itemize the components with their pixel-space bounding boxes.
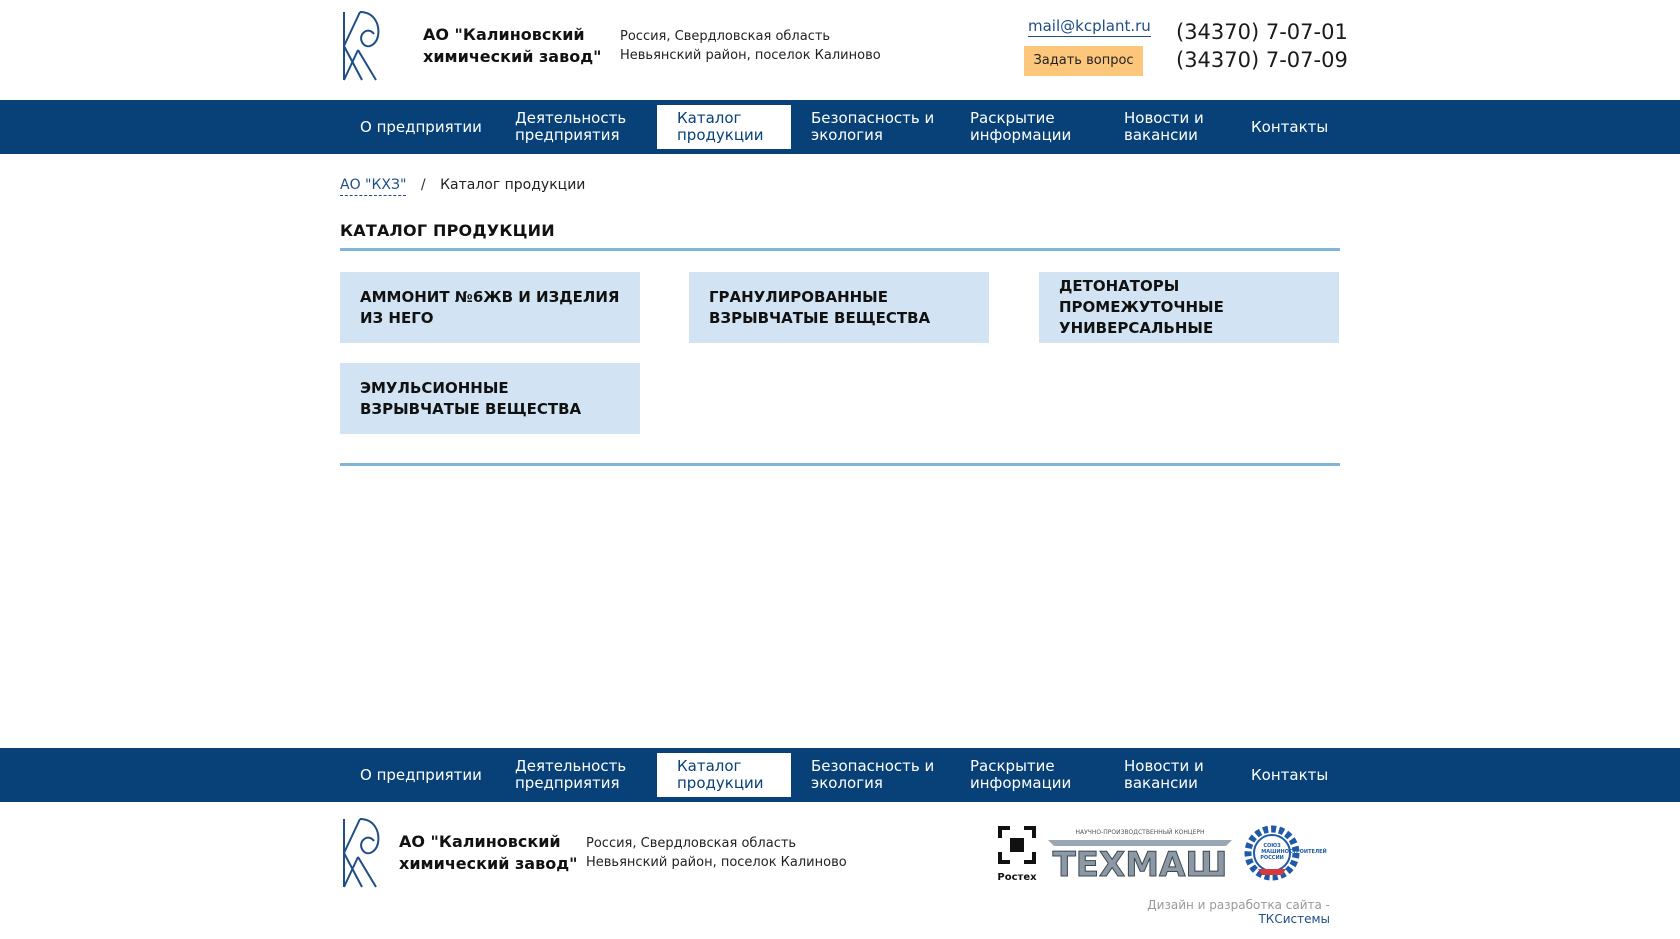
credits-text: Дизайн и разработка сайта -	[1147, 898, 1330, 912]
site-header	[0, 0, 1680, 100]
nav-item-contacts[interactable]: Контакты	[1251, 117, 1329, 136]
divider	[340, 463, 1340, 466]
phone-numbers	[1176, 18, 1348, 74]
divider	[340, 248, 1340, 251]
main-nav-inner	[340, 100, 1340, 154]
footer-address	[586, 834, 847, 872]
rostec-logo-icon[interactable]	[994, 822, 1040, 884]
address-line: Невьянский район, поселок Калиново	[586, 855, 847, 870]
nav-item-safety[interactable]: Безопасность и экология	[811, 109, 935, 144]
nav-item-disclosure[interactable]: Раскрытие информации	[970, 109, 1072, 144]
catalog-item-detonators[interactable]: ДЕТОНАТОРЫ ПРОМЕЖУТОЧНЫЕ УНИВЕРСАЛЬНЫЕ	[1039, 272, 1339, 343]
footer-nav-item-activity[interactable]: Деятельность предприятия	[515, 757, 627, 792]
main-nav	[0, 100, 1680, 154]
soyuz-label-1: СОЮЗ	[1263, 843, 1281, 849]
breadcrumb-separator: /	[420, 177, 426, 193]
nav-item-activity[interactable]: Деятельность предприятия	[515, 109, 627, 144]
company-name: АО "Калиновский химический завод"	[423, 25, 602, 66]
email-link[interactable]: mail@kcplant.ru	[1028, 17, 1151, 35]
footer-nav-item-about[interactable]: О предприятии	[360, 765, 482, 784]
phone-number: (34370) 7-07-01	[1176, 20, 1348, 44]
nav-item-about[interactable]: О предприятии	[360, 117, 482, 136]
soyuz-label-3: РОССИИ	[1260, 855, 1284, 861]
tehmash-logo-icon[interactable]	[1046, 826, 1234, 882]
footer-nav-item-catalog[interactable]: Каталог продукции	[657, 753, 791, 797]
breadcrumb-current: Каталог продукции	[440, 177, 586, 193]
company-address	[620, 27, 881, 65]
footer-nav-item-contacts[interactable]: Контакты	[1251, 765, 1329, 784]
footer-nav-item-safety[interactable]: Безопасность и экология	[811, 757, 935, 792]
breadcrumb	[340, 177, 585, 193]
address-line: Невьянский район, поселок Калиново	[620, 48, 881, 63]
soyuz-gear-icon[interactable]	[1242, 823, 1332, 883]
footer-nav-item-disclosure[interactable]: Раскрытие информации	[970, 757, 1072, 792]
credits-link[interactable]: ТКСистемы	[1258, 912, 1330, 926]
catalog-item-ammonit[interactable]: АММОНИТ №6ЖВ И ИЗДЕЛИЯ ИЗ НЕГО	[340, 272, 640, 343]
footer-company-name: АО "Калиновский химический завод"	[399, 832, 578, 873]
catalog-item-granulated[interactable]: ГРАНУЛИРОВАННЫЕ ВЗРЫВЧАТЫЕ ВЕЩЕСТВА	[689, 272, 989, 343]
site-credits	[1100, 898, 1330, 926]
footer-logo-icon[interactable]	[340, 817, 380, 889]
nav-item-news[interactable]: Новости и вакансии	[1124, 109, 1204, 144]
tehmash-subtitle: НАУЧНО-ПРОИЗВОДСТВЕННЫЙ КОНЦЕРН	[1075, 829, 1205, 836]
address-line: Россия, Свердловская область	[620, 29, 831, 44]
rostec-label: Ростех	[997, 872, 1037, 883]
ask-question-button[interactable]: Задать вопрос	[1024, 46, 1143, 76]
breadcrumb-home-link[interactable]: АО "КХЗ"	[340, 177, 406, 196]
phone-number: (34370) 7-07-09	[1176, 48, 1348, 72]
soyuz-label-2: МАШИНОСТРОИТЕЛЕЙ	[1261, 849, 1327, 855]
nav-item-catalog[interactable]: Каталог продукции	[657, 105, 791, 149]
catalog-item-emulsion[interactable]: ЭМУЛЬСИОННЫЕ ВЗРЫВЧАТЫЕ ВЕЩЕСТВА	[340, 363, 640, 434]
address-line: Россия, Свердловская область	[586, 836, 797, 851]
footer-nav	[0, 748, 1680, 802]
footer-nav-inner	[340, 748, 1340, 802]
footer-nav-item-news[interactable]: Новости и вакансии	[1124, 757, 1204, 792]
company-logo-icon[interactable]	[340, 10, 380, 82]
page-title: КАТАЛОГ ПРОДУКЦИИ	[340, 221, 555, 240]
tehmash-label: ТЕХМАШ	[1052, 845, 1228, 882]
